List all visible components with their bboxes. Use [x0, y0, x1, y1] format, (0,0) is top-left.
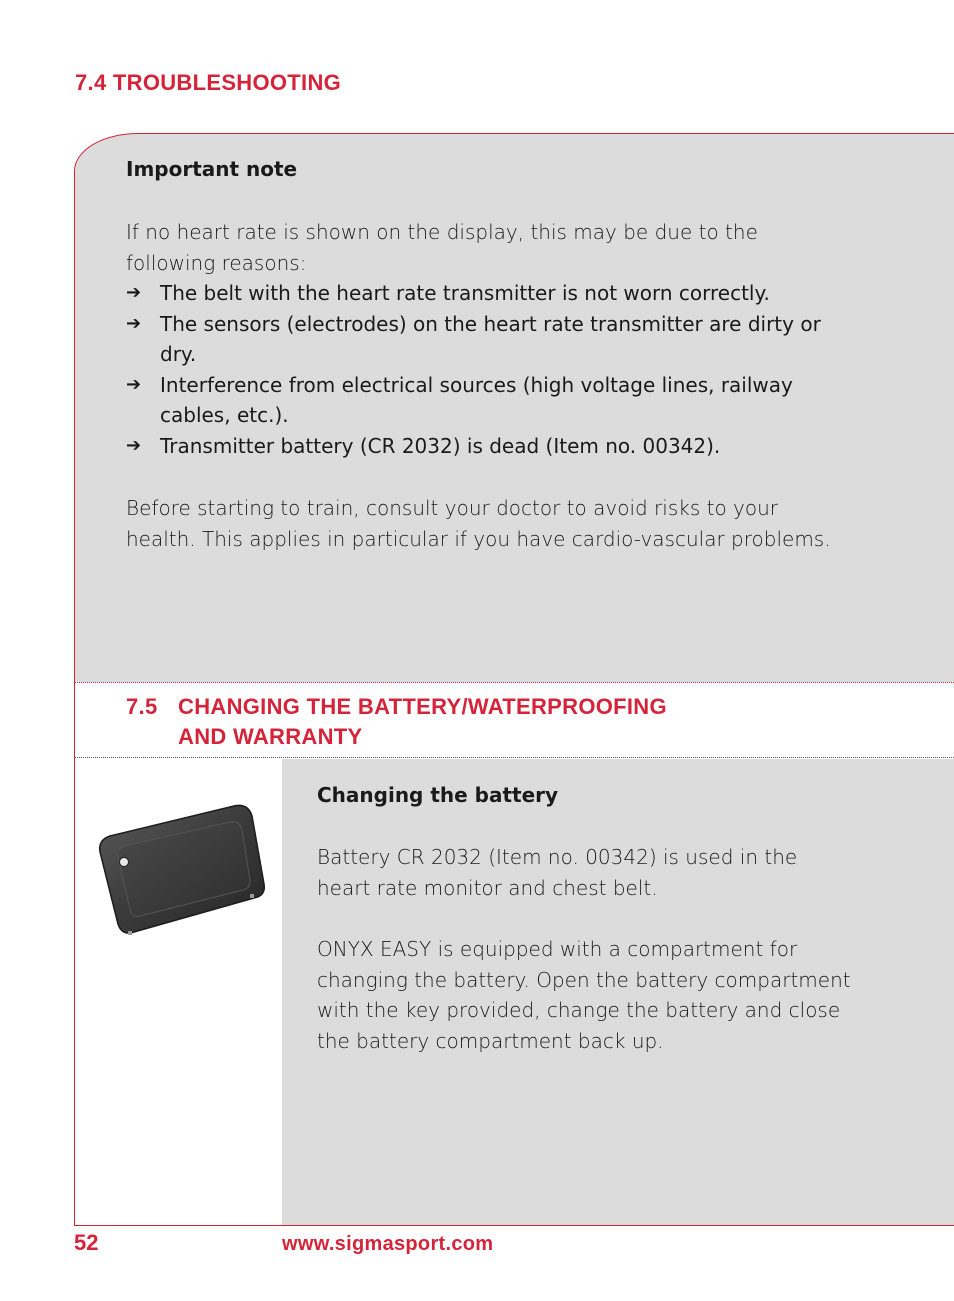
list-item — [126, 278, 846, 309]
page-number: 52 — [74, 1230, 99, 1255]
arrow-right-icon: ➔ — [126, 282, 142, 303]
reason-text: Interference from electrical sources (high voltage lines, railway cables, etc.). — [160, 372, 793, 428]
section-title-troubleshooting: 7.4 TROUBLESHOOTING — [75, 70, 342, 95]
changing-battery-heading: Changing the battery — [317, 783, 559, 807]
arrow-right-icon: ➔ — [126, 434, 142, 456]
section-title-battery-waterproofing — [126, 692, 667, 752]
reason-text: The sensors (electrodes) on the heart rate transmitter are dirty or dry. — [160, 311, 821, 367]
important-note-heading: Important note — [126, 157, 298, 181]
arrow-right-icon: ➔ — [126, 373, 142, 395]
battery-type-text: Battery CR 2032 (Item no. 00342) is used in the heart rate monitor and chest belt. — [317, 845, 798, 900]
section-title-line2: AND WARRANTY — [178, 724, 363, 749]
reasons-list — [126, 278, 846, 462]
section-number: 7.5 — [126, 694, 158, 719]
section-title-line1: CHANGING THE BATTERY/WATERPROOFING — [178, 694, 667, 719]
health-note: Before starting to train, consult your doctor to avoid risks to your health. This applies in particular if you have cardio-vascular problems. — [126, 496, 831, 551]
reason-text: The belt with the heart rate transmitter is not worn correctly. — [160, 281, 770, 305]
list-item — [126, 309, 846, 370]
arrow-right-icon: ➔ — [126, 312, 142, 334]
footer-url-link[interactable]: www.sigmasport.com — [282, 1233, 494, 1255]
list-item — [126, 370, 846, 431]
compartment-instructions: ONYX EASY is equipped with a compartment for changing the battery. Open the battery compartment with the key provided, change the battery and close the battery compartment back up. — [317, 937, 851, 1053]
reason-text: Transmitter battery (CR 2032) is dead (Item no. 00342). — [160, 433, 721, 458]
troubleshooting-intro: If no heart rate is shown on the display, this may be due to the following reasons: — [126, 220, 758, 275]
list-item — [126, 431, 846, 462]
battery-compartment-image — [92, 800, 270, 942]
